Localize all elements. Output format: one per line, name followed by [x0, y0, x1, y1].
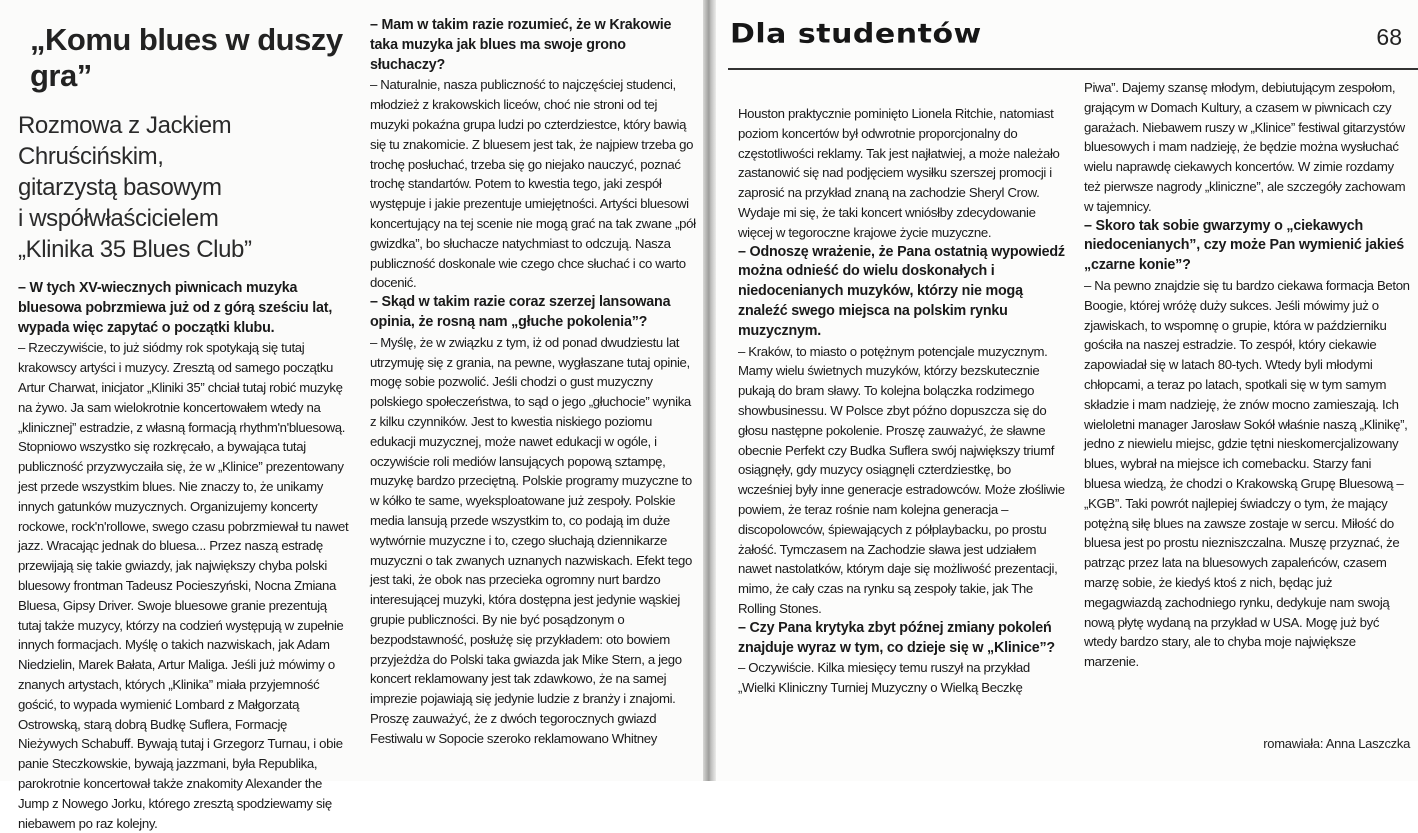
header-rule	[728, 68, 1418, 70]
interview-question: – Czy Pana krytyka zbyt późnej zmiany pokoleń znajduje wyraz w tym, co dzieje się w „Klinice”?	[738, 619, 1055, 656]
interview-answer: – Rzeczywiście, to już siódmy rok spotykają się tutaj krakowscy artyści i muzycy. Zresztą od samego początku Artur Charwat, inicjator „Kliniki 35” chciał tutaj robić muzykę na żywo. Ja sam wielokrotnie koncertowałem wtedy na „klinicznej” estradzie, z własną formacją rhythm'n'bluesową. Stopniowo wszystko się rozkręcało, a bywająca tutaj publiczność przyzwyczaiła się, że w „Klinice” prezentowany jest przede wszystkim blues. Nie znaczy to, że unikamy innych gatunków muzycznych. Organizujemy koncerty rockowe, rock'n'rollowe, swego czasu pobrzmiewał tu nawet jazz. Wracając jednak do bluesa... Przez naszą estradę przewijają się takie gwiazdy, jak największy chyba polski bluesowy frontman Tadeusz Pocieszyński, Nocna Zmiana Bluesa, Gipsy Driver. Swoje bluesowe granie prezentują tutaj także muzycy, którzy na codzień występują w zupełnie innych formacjach. Myślę o takich nazwiskach, jak Adam Niedzielin, Marek Bałata, Artur Maliga. Jeśli już mówimy o znanych artystach, których „Klinika” miała przyjemność gościć, to wypada wymienić Lombard z Małgorzatą Ostrowską, starą dobrą Budkę Suflera, Formację Nieżywych Schabuff. Bywają tutaj i Grzegorz Turnau, i obie panie Steczkowskie, bywają jazzmani, była Republika, parokrotnie koncertował także znakomity Alexander the Jump z Nowego Jorku, którego zresztą spodziewamy się niebawem po raz kolejny.	[18, 340, 349, 831]
book-gutter	[703, 0, 716, 781]
interview-answer: Houston praktycznie pominięto Lionela Ritchie, natomiast poziom koncertów był odwrotnie proporcjonalny do częstotliwości reklamy. Tak jest najłatwiej, a może należało zastanowić się nad podjęciem wysiłku szerszej promocji i zaprosić na przykład znaną na zachodzie Sheryl Crow. Wydaje mi się, że taki koncert wniósłby zdecydowanie więcej w tegoroczne krajowe życie muzyczne.	[738, 106, 1060, 240]
page-number: 68	[1376, 24, 1402, 50]
subtitle-line: gitarzystą basowym	[18, 174, 222, 201]
right-page	[716, 0, 1418, 781]
interview-answer: Piwa”. Dajemy szansę młodym, debiutującym zespołom, grającym w Domach Kultury, a czasem w piwnicach czy garażach. Niebawem ruszy w „Klinice” festiwal gitarzystów bluesowych i mam nadzieję, że będzie można wysłuchać wielu naprawdę ciekawych koncertów. W zimie rozdamy też pierwsze nagrody „kliniczne”, ale szczegóły zachowam w tajemnicy.	[1084, 80, 1406, 214]
interview-answer: – Myślę, że w związku z tym, iż od ponad dwudziestu lat utrzymuję się z grania, na pewne, wygłaszane tutaj opinie, mogę sobie pozwolić. Jeśli chodzi o gust muzyczny polskiego społeczeństwa, to sąd o jego „głuchocie” wynika z kilku czynników. Jest to kwestia niskiego poziomu edukacji muzycznej, może nawet edukacji w ogóle, i oczywiście roli mediów lansujących popową sztampę, muzykę bardzo przeciętną. Polskie programy muzyczne to w kółko te same, wyeksploatowane już zespoły. Polskie media lansują przede wszystkim to, co podają im duże wytwórnie muzyczne i to, czego słuchają dziennikarze muzyczni o tak zwanych uznanych nazwiskach. Efekt tego jest taki, że obok nas przecieka ogromny nurt bardzo interesującej muzyki, która dostępna jest jedynie wąskiej grupie publiczności. By nie być posądzonym o bezpodstawność, posłużę się przykładem: oto bowiem przyjeżdża do Polski taka gwiazda jak Mike Stern, a jego koncert reklamowany jest tak zdawkowo, że na samej imprezie pojawiają się jedynie ludzie z branży i znajomi. Proszę zauważyć, że z dwóch tegorocznych gwiazd Festiwalu w Sopocie szeroko reklamowano Whitney	[370, 334, 692, 746]
left-column-2	[370, 16, 696, 776]
interview-question: – Mam w takim razie rozumieć, że w Krakowie taka muzyka jak blues ma swoje grono słuchaczy?	[370, 17, 672, 73]
interview-answer: – Kraków, to miasto o potężnym potencjale muzycznym. Mamy wielu świetnych muzyków, którzy bezskutecznie pukają do bram sławy. To kolejna bolączka rodzimego showbusinessu. W Polsce zbyt późno dopuszcza się do głosu następne pokolenie. Proszę zauważyć, że sławne obecnie Perfekt czy Budka Suflera swój największy triumf osiągnęły, gdy muzycy osiągnęli czterdziestkę, bo wcześniej były inne generacje estradowców. Może złośliwie powiem, że teraz rośnie nam kolejna generacja – discopolowców, śpiewających z półplaybacku, po prostu żałość. Tymczasem na Zachodzie sława jest udziałem nawet nastolatków, którym daje się możliwość prezentacji, mimo, że cały czas na rynku są zespoły takie, jak The Rolling Stones.	[738, 343, 1065, 616]
section-header: Dla studentów	[730, 18, 982, 50]
right-column-2	[1084, 78, 1410, 728]
article-subtitle	[18, 110, 350, 265]
interview-question: – W tych XV-wiecznych piwnicach muzyka bluesowa pobrzmiewa już od z górą sześciu lat, wypada więc zapytać o początki klubu.	[18, 280, 333, 336]
interview-question: – Skąd w takim razie coraz szerzej lansowana opinia, że rosną nam „głuche pokolenia”?	[370, 294, 671, 330]
interview-question: – Odnoszę wrażenie, że Pana ostatnią wypowiedź można odnieść do wielu doskonałych i niedocenianych muzyków, którzy nie mogą znaleźć swego miejsca na polskim rynku muzycznym.	[738, 243, 1065, 339]
right-column-1	[738, 104, 1068, 780]
interview-answer: – Naturalnie, nasza publiczność to najczęściej studenci, młodzież z krakowskich liceów, choć nie stroni od tej muzyki pokaźna grupa ludzi po czterdziestce, który bawią się tu znakomicie. Z bluesem jest tak, że najpiew trzeba go trochę posłuchać, trzeba się go niejako nauczyć, poznać trochę standartów. Potem to kwestia tego, jaki zespół występuje i jakie prezentuje umiejętności. Artyści bluesowi koncertujący na tej scenie nie mogą grać na tak zwane „pół gwizdka”, bo słuchacze natychmiast to odczują. Nasza publiczność doskonale wie czego chce słuchać i co warto docenić.	[370, 77, 696, 291]
left-page	[0, 0, 703, 831]
author-byline: romawiała: Anna Laszczka	[1263, 736, 1410, 751]
interview-answer: – Na pewno znajdzie się tu bardzo ciekawa formacja Beton Boogie, której wróżę duży sukces. Jeśli mówimy już o zjawiskach, to wspomnę o grupie, która w październiku gościła na naszej estradzie. To zespół, który ciekawie zapowiadał się w latach 80-tych. Wtedy byli młodymi chłopcami, a teraz po latach, spotkali się w tym samym składzie i mam nadzieję, że znów mocno zamieszają. Ich wieloletni manager Jarosław Sokół właśnie naszą „Klinikę”, jedno z niewielu miejsc, gdzie tętni nieskomercjalizowany blues, wybrał na miejsce ich comebacku. Starzy fani bluesa wiedzą, że chodzi o Krakowską Grupę Bluesową – „KGB”. Taki powrót najlepiej świadczy o tym, że mający potężną siłę blues na zawsze zostaje w sercu. Miłość do bluesa jest po prostu niezniszczalna. Muszę przyznać, że patrząc przez lata na bluesowych zapaleńców, czasem marzę sobie, że kiedyś ktoś z nich, będąc już megagwiazdą zachodniego rynku, dedykuje nam swoją nową płytę wydaną na przykład w USA. Mogę już być wtedy bardzo stary, ale to chyba moje największe marzenie.	[1084, 277, 1410, 670]
interview-answer: – Oczywiście. Kilka miesięcy temu ruszył na przykład „Wielki Kliniczny Turniej Muzyczny o Wielką Beczkę	[738, 660, 1030, 696]
article-title: „Komu blues w duszy gra”	[30, 22, 343, 93]
left-column-1	[18, 22, 350, 831]
subtitle-line: i współwłaścicielem	[18, 205, 219, 232]
subtitle-line: Rozmowa z Jackiem Chruścińskim,	[18, 112, 232, 170]
subtitle-line: „Klinika 35 Blues Club”	[18, 236, 252, 263]
interview-question: – Skoro tak sobie gwarzymy o „ciekawych niedocenianych”, czy może Pan wymienić jakieś „czarne konie”?	[1084, 217, 1404, 274]
